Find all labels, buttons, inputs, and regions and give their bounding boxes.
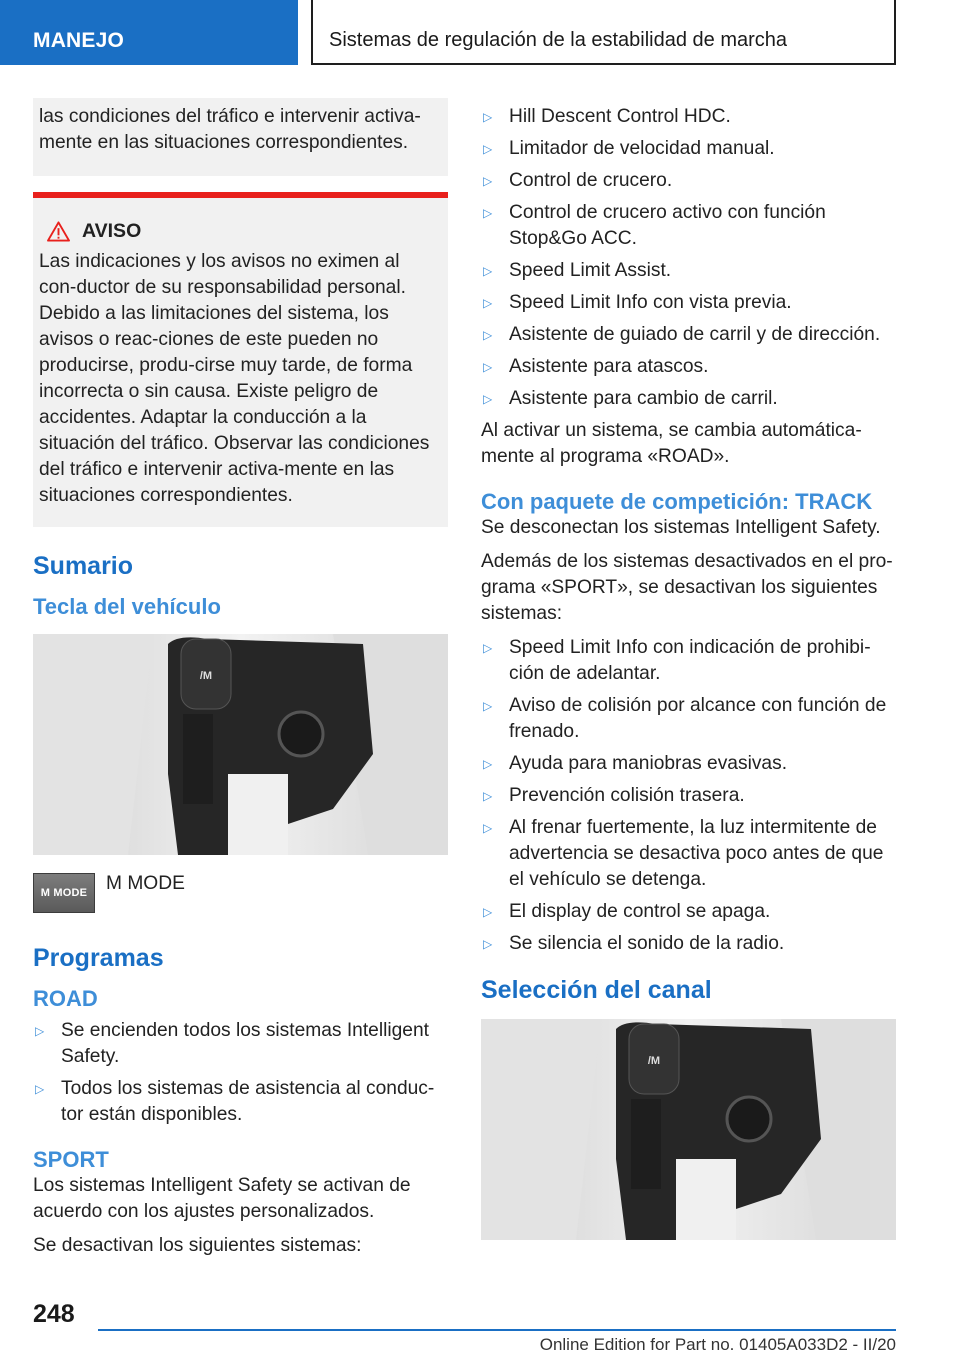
list-item: ▷ Speed Limit Info con indicación de prohibi-ción de adelantar. <box>481 635 896 687</box>
mmode-button-icon: M MODE <box>33 873 95 913</box>
bullet-triangle-icon: ▷ <box>483 110 493 124</box>
bullet-triangle-icon: ▷ <box>483 206 493 220</box>
warning-box <box>33 192 448 527</box>
list-item: ▷ Control de crucero. <box>481 168 896 194</box>
bullet-triangle-icon: ▷ <box>483 328 493 342</box>
bullet-triangle-icon: ▷ <box>35 1082 45 1096</box>
bullet-triangle-icon: ▷ <box>483 174 493 188</box>
svg-text:/M: /M <box>199 670 213 682</box>
list-item: ▷ Prevención colisión trasera. <box>481 783 896 809</box>
tecla-heading: Tecla del vehículo <box>33 594 221 619</box>
mmode-label: M MODE <box>106 873 185 894</box>
list-item: ▷ Aviso de colisión por alcance con función de frenado. <box>481 693 896 745</box>
bullet-triangle-icon: ▷ <box>483 757 493 771</box>
list-item: ▷ Speed Limit Assist. <box>481 258 896 284</box>
bullet-triangle-icon: ▷ <box>483 789 493 803</box>
list-item: ▷ Ayuda para maniobras evasivas. <box>481 751 896 777</box>
track-heading: Con paquete de competición: TRACK <box>481 489 873 514</box>
list-item: ▷ El display de control se apaga. <box>481 899 896 925</box>
svg-text:/M: /M <box>647 1055 661 1067</box>
sport-after-paragraph: Al activar un sistema, se cambia automática-mente al programa «ROAD». <box>481 420 862 467</box>
warning-title <box>39 218 440 244</box>
list-item: ▷ Asistente para atascos. <box>481 354 896 380</box>
continued-box <box>33 98 448 176</box>
bullet-triangle-icon: ▷ <box>483 641 493 655</box>
chapter-title: Sistemas de regulación de la estabilidad de marcha <box>311 0 896 65</box>
left-column <box>33 98 448 1267</box>
canal-heading: Selección del canal <box>481 976 712 1004</box>
warning-text: Las indicaciones y los avisos no eximen al con-ductor de su responsabilidad personal. Debido a las limitaciones del sistema, los avisos o reac-ciones de este pueden no producirse, produ-cirse muy tarde, de forma incorrecta o sin causa. Existe peligro de accidentes. Adaptar la conducción a la situación del tráfico. Observar las condiciones del tráfico e intervenir activa-mente en las situaciones correspondientes. <box>39 251 430 506</box>
list-item: ▷ Limitador de velocidad manual. <box>481 136 896 162</box>
footer-divider <box>98 1329 896 1331</box>
bullet-triangle-icon: ▷ <box>483 392 493 406</box>
bullet-triangle-icon: ▷ <box>483 264 493 278</box>
console-photo-2-image <box>481 1019 896 1240</box>
programas-heading: Programas <box>33 944 164 972</box>
bullet-triangle-icon: ▷ <box>483 296 493 310</box>
list-item: ▷ Speed Limit Info con vista previa. <box>481 290 896 316</box>
list-item: ▷ Asistente de guiado de carril y de dirección. <box>481 322 896 348</box>
list-item: ▷ Asistente para cambio de carril. <box>481 386 896 412</box>
list-item: ▷ Control de crucero activo con función Stop&Go ACC. <box>481 200 896 252</box>
track-paragraph-2: Además de los sistemas desactivados en el pro-grama «SPORT», se desactivan los siguientes sistemas: <box>481 551 893 624</box>
sport-paragraph: Los sistemas Intelligent Safety se activan de acuerdo con los ajustes personalizados. <box>33 1175 411 1222</box>
mmode-row <box>33 873 448 913</box>
sport-heading: SPORT <box>33 1147 109 1172</box>
bullet-triangle-icon: ▷ <box>483 937 493 951</box>
list-item: ▷ Hill Descent Control HDC. <box>481 104 896 130</box>
list-item: ▷ Todos los sistemas de asistencia al conduc-tor están disponibles. <box>33 1076 448 1128</box>
bullet-triangle-icon: ▷ <box>483 360 493 374</box>
continued-text: las condiciones del tráfico e intervenir activa-mente en las situaciones correspondientes. <box>39 106 421 153</box>
list-item: ▷ Al frenar fuertemente, la luz intermitente de advertencia se desactiva poco antes de que el vehículo se detenga. <box>481 815 896 893</box>
page-number: 248 <box>33 1300 75 1328</box>
bullet-triangle-icon: ▷ <box>483 142 493 156</box>
console-photo-image <box>33 634 448 855</box>
track-paragraph: Se desconectan los sistemas Intelligent Safety. <box>481 517 881 538</box>
bullet-triangle-icon: ▷ <box>483 821 493 835</box>
bullet-triangle-icon: ▷ <box>483 699 493 713</box>
sport-paragraph-2: Se desactivan los siguientes sistemas: <box>33 1235 362 1256</box>
warning-title-text: AVISO <box>82 220 142 242</box>
list-item: ▷ Se encienden todos los sistemas Intelligent Safety. <box>33 1018 448 1070</box>
list-item: ▷ Se silencia el sonido de la radio. <box>481 931 896 957</box>
bullet-triangle-icon: ▷ <box>35 1024 45 1038</box>
right-column <box>481 104 896 1240</box>
sumario-heading: Sumario <box>33 552 134 580</box>
bullet-triangle-icon: ▷ <box>483 905 493 919</box>
road-heading: ROAD <box>33 986 98 1011</box>
section-tab: MANEJO <box>0 0 298 65</box>
footer-edition: Online Edition for Part no. 01405A033D2 - II/20 <box>539 1335 896 1354</box>
warning-triangle-icon <box>47 221 70 242</box>
